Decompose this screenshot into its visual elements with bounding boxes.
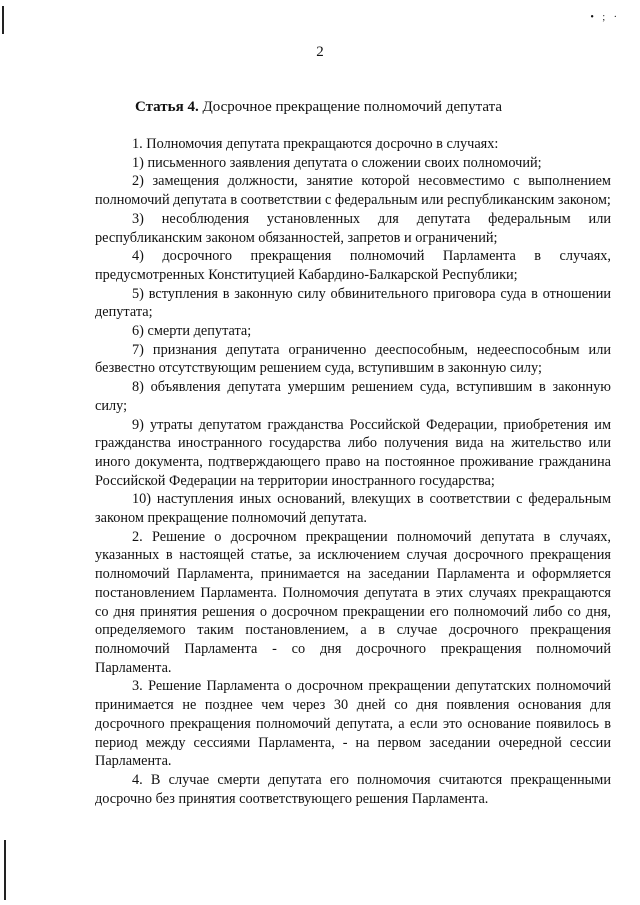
paragraph: 10) наступления иных оснований, влекущих в соответствии с федеральным законом прекращение полномочий депутата. xyxy=(95,491,611,527)
article-title: Досрочное прекращение полномочий депутата xyxy=(198,99,503,115)
paragraph: 4) досрочного прекращения полномочий Парламента в случаях, предусмотренных Конституцией Кабардино-Балкарской Республики; xyxy=(95,248,611,283)
paragraph: 9) утраты депутатом гражданства Российской Федерации, приобретения им гражданства иностранного государства либо получения вида на жительство или иного документа, подтверждающего право на постоянное проживание гражданина Российской Федерации на территории иностранного государства; xyxy=(95,416,611,489)
paragraph: 5) вступления в законную силу обвинительного приговора суда в отношении депутата; xyxy=(95,285,611,321)
paragraph: 2. Решение о досрочном прекращении полномочий депутата в случаях, указанных в настоящей статье, за исключением случая досрочного прекращения полномочий Парламента, принимается на заседании Парламента и оформляется постановлением Парламента. Полномочия депутата в этих случаях прекращаются со дня принятия решения о досрочном прекращении его полномочий либо со дня, определяемого таким постановлением, а в случае досрочного прекращения полномочий Парламента - со дня досрочного прекращения полномочий Парламента. xyxy=(95,528,611,676)
paragraph: 2) замещения должности, занятие которой несовместимо с выполнением полномочий депутата в соответствии с федеральным или республиканским законом; xyxy=(95,173,611,209)
article-label: Статья 4. xyxy=(135,99,199,115)
article-body xyxy=(95,135,611,808)
paragraph: 3. Решение Парламента о досрочном прекращении депутатских полномочий принимается не позднее чем через 30 дней со дня появления основания для досрочного прекращения полномочий депутата, а если это основание появилось в период между сессиями Парламента, - на первом заседании очередной сессии Парламента. xyxy=(95,678,611,770)
page-number: 2 xyxy=(316,44,324,60)
paragraph: 1. Полномочия депутата прекращаются досрочно в случаях: xyxy=(132,136,499,152)
paragraph: 4. В случае смерти депутата его полномочия считаются прекращенными досрочно без принятия соответствующего решения Парламента. xyxy=(95,771,611,807)
paragraph: 1) письменного заявления депутата о сложении своих полномочий; xyxy=(132,154,542,171)
corner-marks: • ; · xyxy=(590,12,620,23)
paragraph: 8) объявления депутата умершим решением суда, вступившим в законную силу; xyxy=(95,379,611,414)
scan-edge-mark-top xyxy=(2,6,4,34)
article-heading xyxy=(135,99,502,116)
scan-edge-mark-bottom xyxy=(4,840,6,900)
paragraph: 6) смерти депутата; xyxy=(132,323,252,340)
paragraph: 3) несоблюдения установленных для депутата федеральным или республиканским законом обязанностей, запретов и ограничений; xyxy=(95,210,611,246)
paragraph: 7) признания депутата ограниченно дееспособным, недееспособным или безвестно отсутствующим решением суда, вступившим в законную силу; xyxy=(95,341,611,377)
